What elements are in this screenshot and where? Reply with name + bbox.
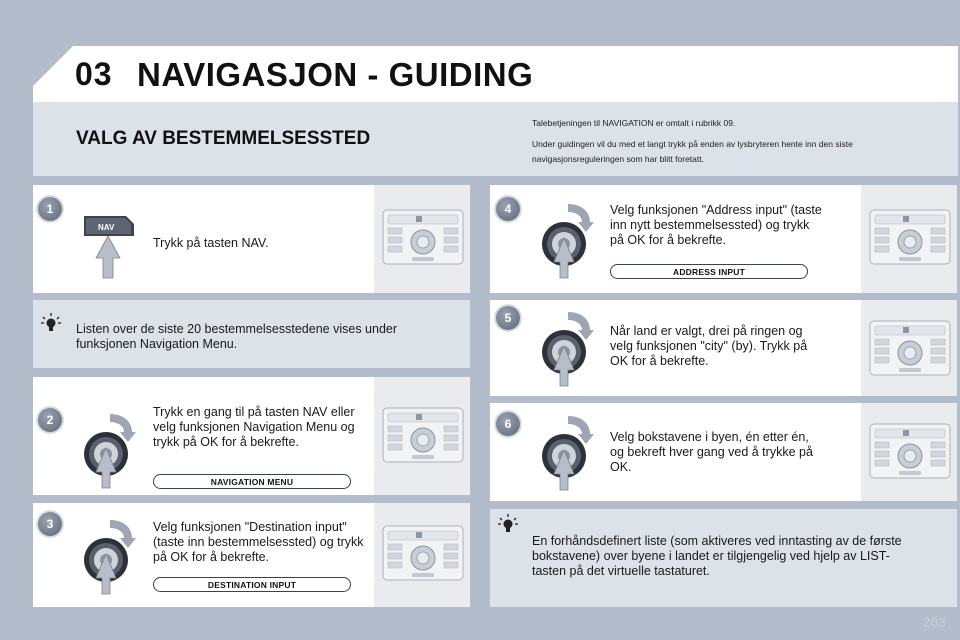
step-badge-3: 3 bbox=[38, 512, 62, 536]
rotary-knob-icon bbox=[538, 200, 596, 280]
tip-2-text: En forhåndsdefinert liste (som aktiveres ved inntasting av de første bokstavene) over byene i landet er tilgjengelig ved hjelp av LIST-tasten på det virtuelle tastaturet. bbox=[532, 534, 902, 578]
destination-input-label: DESTINATION INPUT bbox=[153, 577, 351, 592]
step-4-text: Velg funksjonen "Address input" (taste inn nytt bestemmelsessted) og trykk på OK for å bekrefte. bbox=[610, 203, 822, 247]
step-badge-5: 5 bbox=[496, 306, 520, 330]
radio-photo bbox=[861, 185, 957, 293]
rotary-knob-icon bbox=[538, 308, 596, 388]
radio-photo bbox=[374, 185, 470, 293]
radio-photo bbox=[861, 300, 957, 396]
tip-1-text: Listen over de siste 20 bestemmelsesstedene vises under funksjonen Navigation Menu. bbox=[76, 322, 398, 351]
navigation-menu-label: NAVIGATION MENU bbox=[153, 474, 351, 489]
step-3-text: Velg funksjonen "Destination input" (taste inn bestemmelsessted) og trykk på OK for å bekrefte. bbox=[153, 520, 364, 564]
intro-note-guidance: Under guidingen vil du med et langt trykk på enden av lysbryteren hente inn den siste navigasjonsreguleringen som har blitt foretatt. bbox=[532, 139, 853, 164]
intro-note bbox=[532, 116, 932, 167]
rotary-knob-icon bbox=[80, 410, 138, 490]
radio-unit-icon bbox=[382, 525, 464, 581]
address-input-label: ADDRESS INPUT bbox=[610, 264, 808, 279]
section-title: VALG AV BESTEMMELSESSTED bbox=[76, 128, 371, 149]
radio-unit-icon bbox=[382, 209, 464, 265]
lightbulb-icon bbox=[40, 312, 62, 334]
page-title: NAVIGASJON - GUIDING bbox=[137, 56, 534, 93]
step-badge-6: 6 bbox=[496, 412, 520, 436]
intro-note-voice: Talebetjeningen til NAVIGATION er omtalt i rubrikk 09. bbox=[532, 118, 736, 128]
step-badge-4: 4 bbox=[496, 197, 520, 221]
step-5-text: Når land er valgt, drei på ringen og velg funksjonen "city" (by). Trykk på OK for å bekrefte. bbox=[610, 324, 808, 368]
step-2-text: Trykk en gang til på tasten NAV eller velg funksjonen Navigation Menu og trykk på OK for å bekrefte. bbox=[153, 405, 355, 449]
step-1-text: Trykk på tasten NAV. bbox=[153, 236, 269, 250]
radio-photo bbox=[861, 403, 957, 501]
nav-key-icon bbox=[78, 212, 138, 282]
radio-photo bbox=[374, 503, 470, 607]
radio-unit-icon bbox=[382, 407, 464, 463]
step-6-text: Velg bokstavene i byen, én etter én, og bekreft hver gang ved å trykke på OK. bbox=[610, 430, 813, 474]
lightbulb-icon bbox=[497, 513, 519, 535]
radio-unit-icon bbox=[869, 423, 951, 479]
nav-key-label: NAV bbox=[98, 223, 115, 232]
rotary-knob-icon bbox=[80, 516, 138, 596]
step-badge-1: 1 bbox=[38, 197, 62, 221]
chapter-number: 03 bbox=[75, 56, 113, 92]
radio-photo bbox=[374, 377, 470, 495]
step-badge-2: 2 bbox=[38, 408, 62, 432]
page-number: 203 bbox=[922, 614, 946, 630]
rotary-knob-icon bbox=[538, 412, 596, 492]
radio-unit-icon bbox=[869, 209, 951, 265]
radio-unit-icon bbox=[869, 320, 951, 376]
